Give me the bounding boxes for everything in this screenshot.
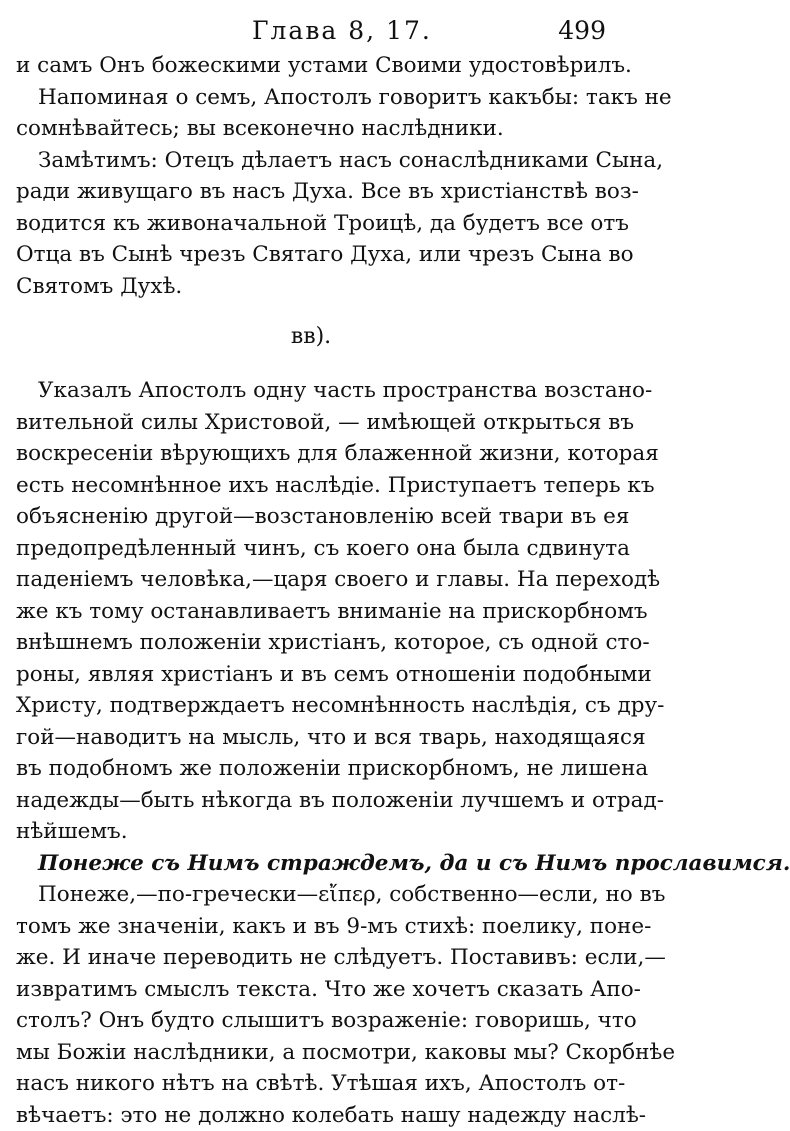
text-line: же. И иначе переводить не слѣдуетъ. Поставивъ: если,— <box>16 942 606 974</box>
text-line: Напоминая о семъ, Апостолъ говоритъ какъбы: такъ не <box>16 82 606 114</box>
text-line: паденіемъ человѣка,—царя своего и главы. На переходѣ <box>16 564 606 596</box>
paragraph-2 <box>16 145 606 303</box>
text-line: же къ тому останавливаетъ вниманіе на прискорбномъ <box>16 596 606 628</box>
text-line: насъ никого нѣтъ на свѣтѣ. Утѣшая ихъ, Апостолъ от- <box>16 1068 606 1100</box>
text-line: мы Божіи наслѣдники, а посмотри, каковы мы? Скорбнѣе <box>16 1037 606 1069</box>
text-line: роны, являя христіанъ и въ семъ отношеніи подобными <box>16 659 606 691</box>
page-header <box>16 10 606 50</box>
text-line: извратимъ смыслъ текста. Что же хочетъ сказать Апо- <box>16 974 606 1006</box>
verse-line: Понеже съ Нимъ страждемъ, да и съ Нимъ прославимся. <box>16 848 606 880</box>
text-line: столъ? Онъ будто слышитъ возраженіе: говоришь, что <box>16 1005 606 1037</box>
paragraph-1 <box>16 50 606 145</box>
paragraph-5 <box>16 879 606 1131</box>
text-line: Христу, подтверждаетъ несомнѣнность наслѣдія, съ дру- <box>16 690 606 722</box>
text-line: вительной силы Христовой, — имѣющей открыться въ <box>16 407 606 439</box>
text-line: Понеже,—по-гречески—εἴπερ, собственно—если, но въ <box>16 879 606 911</box>
text-line: Отца въ Сынѣ чрезъ Святаго Духа, или чрезъ Сына во <box>16 239 606 271</box>
text-line: ради живущаго въ насъ Духа. Все въ христіанствѣ воз- <box>16 176 606 208</box>
text-line: внѣшнемъ положеніи христіанъ, которое, съ одной сто- <box>16 627 606 659</box>
text-line: томъ же значеніи, какъ и въ 9-мъ стихѣ: поелику, поне- <box>16 911 606 943</box>
paragraph-verse <box>16 848 606 880</box>
text-line: въ подобномъ же положеніи прискорбномъ, не лишена <box>16 753 606 785</box>
text-line: Святомъ Духѣ. <box>16 271 606 303</box>
text-line: есть несомнѣнное ихъ наслѣдіе. Приступаетъ теперь къ <box>16 470 606 502</box>
running-title: Глава 8, 17. <box>252 16 432 45</box>
text-line: и самъ Онъ божескими устами Своими удостовѣрилъ. <box>16 50 606 82</box>
text-line: Замѣтимъ: Отецъ дѣлаетъ насъ сонаслѣдниками Сына, <box>16 145 606 177</box>
book-page <box>16 10 606 1131</box>
text-line: воскресеніи вѣрующихъ для блаженной жизни, которая <box>16 438 606 470</box>
text-line: надежды—быть нѣкогда въ положеніи лучшемъ и отрад- <box>16 785 606 817</box>
text-line: сомнѣвайтесь; вы всеконечно наслѣдники. <box>16 113 606 145</box>
text-line: Указалъ Апостолъ одну часть пространства возстано- <box>16 375 606 407</box>
text-line: вѣчаетъ: это не должно колебать нашу надежду наслѣ- <box>16 1100 606 1131</box>
page-number: 499 <box>558 16 606 45</box>
text-line: гой—наводитъ на мысль, что и вся тварь, находящаяся <box>16 722 606 754</box>
text-line: объясненію другой—возстановленію всей твари въ ея <box>16 501 606 533</box>
text-line: нѣйшемъ. <box>16 816 606 848</box>
section-mark: вв). <box>16 324 606 349</box>
paragraph-3 <box>16 375 606 848</box>
text-line: водится къ живоначальной Троицѣ, да будетъ все отъ <box>16 208 606 240</box>
text-line: предопредѣленный чинъ, съ коего она была сдвинута <box>16 533 606 565</box>
